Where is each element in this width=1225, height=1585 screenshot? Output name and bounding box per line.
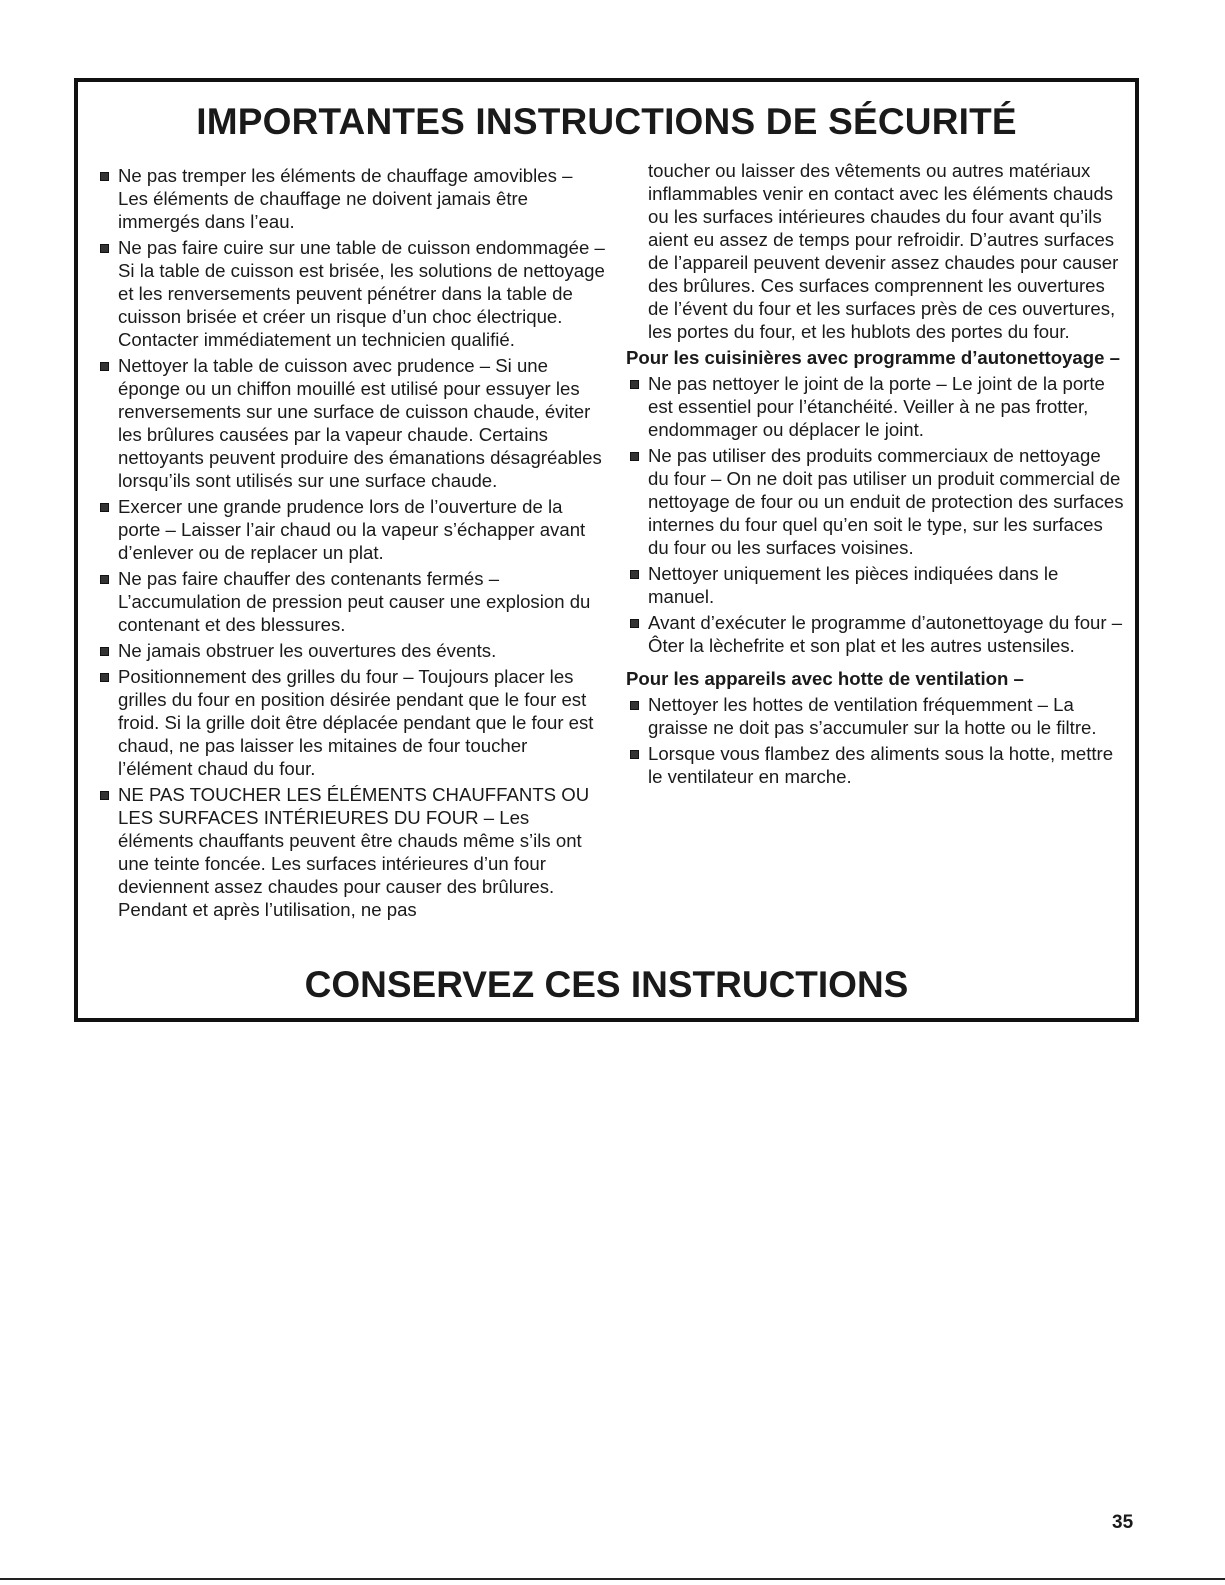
list-item: [626, 742, 1126, 788]
square-bullet-icon: [100, 673, 109, 682]
page-title: IMPORTANTES INSTRUCTIONS DE SÉCURITÉ: [196, 101, 1017, 142]
square-bullet-icon: [100, 575, 109, 584]
list-item-text: Nettoyer les hottes de ventilation fréquemment – La graisse ne doit pas s’accumuler sur la hotte ou le filtre.: [648, 694, 1097, 738]
list-item: [96, 567, 606, 636]
list-item: [96, 665, 606, 780]
square-bullet-icon: [100, 172, 109, 181]
list-item-text: Ne pas utiliser des produits commerciaux de nettoyage du four – On ne doit pas utiliser un produit commercial de nettoyage de four ou un enduit de protection des surfaces internes du four quel qu’en soit le type, sur les surfaces du four ou les surfaces voisines.: [648, 445, 1124, 558]
square-bullet-icon: [630, 619, 639, 628]
list-item-text: Avant d’exécuter le programme d’autonettoyage du four – Ôter la lèchefrite et son plat et les autres ustensiles.: [648, 612, 1123, 656]
list-item-text: Lorsque vous flambez des aliments sous la hotte, mettre le ventilateur en marche.: [648, 743, 1114, 787]
list-item-text: Ne jamais obstruer les ouvertures des évents.: [118, 640, 497, 661]
list-item: [96, 164, 606, 233]
list-item: [626, 693, 1126, 739]
list-item-text: Ne pas nettoyer le joint de la porte – Le joint de la porte est essentiel pour l’étanchéité. Veiller à ne pas frotter, endommager ou déplacer le joint.: [648, 373, 1105, 440]
list-item: [96, 639, 606, 662]
square-bullet-icon: [630, 750, 639, 759]
list-item: [96, 783, 606, 921]
list-item-text: NE PAS TOUCHER LES ÉLÉMENTS CHAUFFANTS OU LES SURFACES INTÉRIEURES DU FOUR – Les éléments chauffants peuvent être chauds même s’ils ont une teinte foncée. Les surfaces intérieures d’un four deviennent assez chaudes pour causer des brûlures. Pendant et après l’utilisation, ne pas: [118, 784, 590, 920]
list-item: [626, 611, 1126, 657]
square-bullet-icon: [100, 362, 109, 371]
square-bullet-icon: [630, 452, 639, 461]
square-bullet-icon: [100, 503, 109, 512]
list-item: [626, 562, 1126, 608]
list-item: [96, 495, 606, 564]
page-number: 35: [1112, 1512, 1134, 1533]
list-item-text: Nettoyer la table de cuisson avec prudence – Si une éponge ou un chiffon mouillé est utilisé pour essuyer les renversements sur une surface de cuisson chaude, éviter les brûlures causées par la vapeur chaude. Certains nettoyants peuvent produire des émanations désagréables lorsqu’ils sont utilisés sur une surface chaude.: [118, 355, 602, 491]
list-item-text: Ne pas tremper les éléments de chauffage amovibles – Les éléments de chauffage ne doivent jamais être immergés dans l’eau.: [118, 165, 573, 232]
square-bullet-icon: [630, 701, 639, 710]
square-bullet-icon: [100, 647, 109, 656]
right-column: [626, 159, 1126, 791]
list-item-text: Nettoyer uniquement les pièces indiquées dans le manuel.: [648, 563, 1059, 607]
square-bullet-icon: [630, 570, 639, 579]
square-bullet-icon: [100, 791, 109, 800]
list-item-text: Ne pas faire chauffer des contenants fermés – L’accumulation de pression peut causer une explosion du contenant et des blessures.: [118, 568, 591, 635]
hood-heading: Pour les appareils avec hotte de ventilation –: [626, 668, 1024, 689]
list-item-text: Exercer une grande prudence lors de l’ouverture de la porte – Laisser l’air chaud ou la vapeur s’échapper avant d’enlever ou de replacer un plat.: [118, 496, 586, 563]
safety-instructions-box: [74, 78, 1139, 1022]
list-item: [96, 236, 606, 351]
list-item: [96, 354, 606, 492]
square-bullet-icon: [630, 380, 639, 389]
list-item: [626, 372, 1126, 441]
list-item-text: Positionnement des grilles du four – Toujours placer les grilles du four en position désirée pendant que le four est froid. Si la grille doit être déplacée pendant que le four est chaud, ne pas laisser les mitaines de four toucher l’élément chaud du four.: [118, 666, 594, 779]
left-column: [96, 164, 606, 924]
continued-paragraph: toucher ou laisser des vêtements ou autres matériaux inflammables venir en contact avec les éléments chauds ou les surfaces intérieures chaudes du four avant qu’ils aient eu assez de temps pour refroidir. D’autres surfaces de l’appareil peuvent devenir assez chaudes pour causer des brûlures. Ces surfaces comprennent les ouvertures de l’évent du four et les surfaces près de ces ouvertures, les portes du four, et les hublots des portes du four.: [648, 160, 1119, 342]
list-item-text: Ne pas faire cuire sur une table de cuisson endommagée – Si la table de cuisson est brisée, les solutions de nettoyage et les renversements peuvent pénétrer dans la table de cuisson brisée et créer un risque d’un choc électrique. Contacter immédiatement un technicien qualifié.: [118, 237, 605, 350]
footer-title: CONSERVEZ CES INSTRUCTIONS: [304, 964, 909, 1005]
bottom-divider: [0, 1578, 1225, 1580]
list-item: [626, 444, 1126, 559]
square-bullet-icon: [100, 244, 109, 253]
self-clean-heading: Pour les cuisinières avec programme d’autonettoyage –: [626, 347, 1120, 368]
